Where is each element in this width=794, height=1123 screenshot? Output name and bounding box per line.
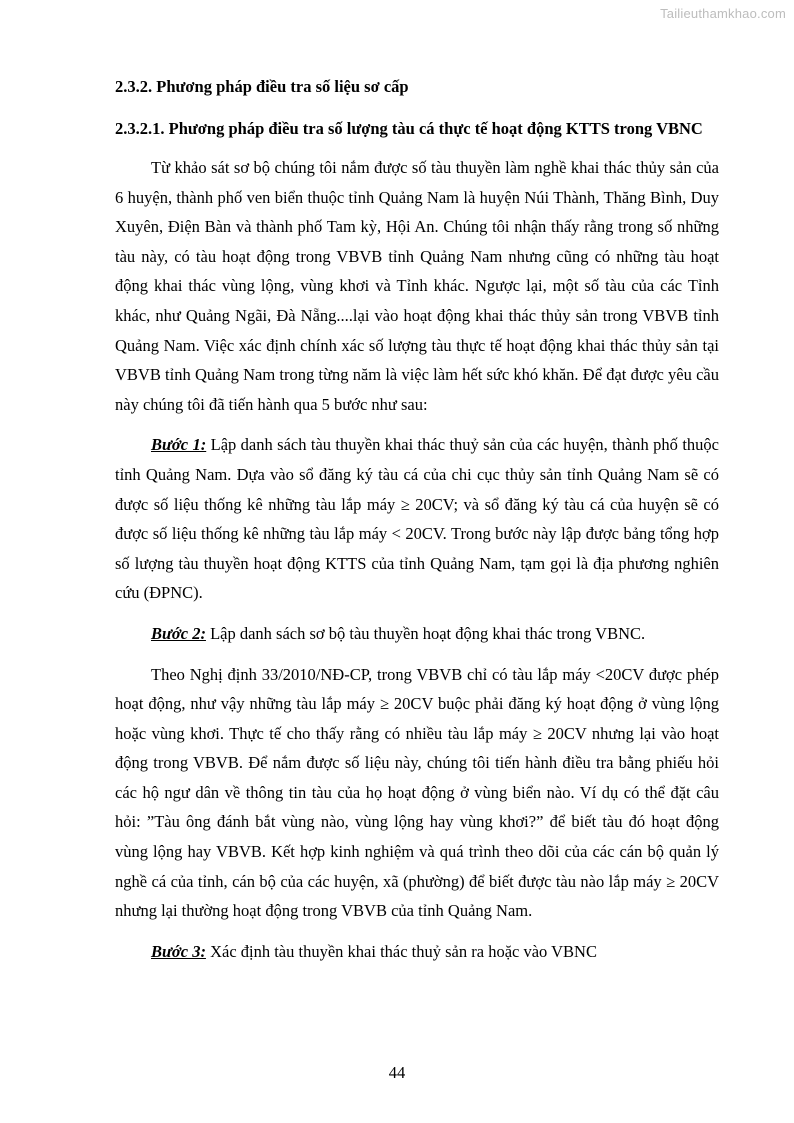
step-3-text: Xác định tàu thuyền khai thác thuỷ sản ra hoặc vào VBNC <box>205 941 597 961</box>
subsection-heading: 2.3.2.1. Phương pháp điều tra số lượng tàu cá thực tế hoạt động KTTS trong VBNC <box>115 119 703 138</box>
step-3-paragraph <box>115 937 719 967</box>
step-1-text: Lập danh sách tàu thuyền khai thác thuỷ sản của các huyện, thành phố thuộc tỉnh Quảng Nam. Dựa vào sổ đăng ký tàu cá của chi cục thủy sản tỉnh Quảng Nam sẽ có được số liệu thống kê những tàu lắp máy ≥ 20CV; và sổ đăng ký tàu cá của huyện sẽ có được số liệu thống kê những tàu lắp máy < 20CV. Trong bước này lập được bảng tổng hợp số lượng tàu thuyền hoạt động KTTS của tỉnh Quảng Nam, tạm gọi là địa phương nghiên cứu (ĐPNC). <box>115 435 719 603</box>
regulation-paragraph: Theo Nghị định 33/2010/NĐ-CP, trong VBVB chỉ có tàu lắp máy <20CV được phép hoạt động, như vậy những tàu lắp máy ≥ 20CV buộc phải đăng ký hoạt động ở vùng lộng hoặc vùng khơi. Thực tế cho thấy rằng có nhiều tàu lắp máy ≥ 20CV nhưng lại vào hoạt động trong VBVB. Để nắm được số liệu này, chúng tôi tiến hành điều tra bằng phiếu hỏi các hộ ngư dân về thông tin tàu của họ hoạt động ở vùng biển nào. Ví dụ có thể đặt câu hỏi: ”Tàu ông đánh bắt vùng nào, vùng lộng hay vùng khơi?” để biết tàu đó hoạt động vùng lộng hay VBVB. Kết hợp kinh nghiệm và quá trình theo dõi của các cán bộ quản lý nghề cá của tỉnh, cán bộ của các huyện, xã (phường) để biết được tàu nào lắp máy ≥ 20CV nhưng lại thường hoạt động trong VBVB của tỉnh Quảng Nam. <box>115 664 719 921</box>
step-1-label: Bước 1: <box>151 435 207 455</box>
step-2-text: Lập danh sách sơ bộ tàu thuyền hoạt động khai thác trong VBNC. <box>205 623 646 643</box>
step-2-paragraph <box>115 619 719 649</box>
section-heading: 2.3.2. Phương pháp điều tra số liệu sơ cấp <box>115 77 409 96</box>
document-body <box>115 72 719 966</box>
step-1-paragraph <box>115 430 719 608</box>
watermark: Tailieuthamkhao.com <box>660 6 786 21</box>
step-2-label: Bước 2: <box>151 623 206 643</box>
step-3-label: Bước 3: <box>151 941 206 961</box>
intro-paragraph: Từ khảo sát sơ bộ chúng tôi nắm được số tàu thuyền làm nghề khai thác thủy sản của 6 huyện, thành phố ven biển thuộc tỉnh Quảng Nam là huyện Núi Thành, Thăng Bình, Duy Xuyên, Điện Bàn và thành phố Tam kỳ, Hội An. Chúng tôi nhận thấy rằng trong số những tàu này, có tàu hoạt động trong VBVB tỉnh Quảng Nam nhưng cũng có những tàu hoạt động khai thác vùng lộng, vùng khơi và Tỉnh khác. Ngược lại, một số tàu của các Tỉnh khác, như Quảng Ngãi, Đà Nẵng....lại vào hoạt động khai thác thủy sản trong VBVB tỉnh Quảng Nam. Việc xác định chính xác số lượng tàu thực tế hoạt động khai thác thủy sản tại VBVB tỉnh Quảng Nam trong từng năm là việc làm hết sức khó khăn. Để đạt được yêu cầu này chúng tôi đã tiến hành qua 5 bước như sau: <box>115 158 719 414</box>
page-number: 44 <box>388 1063 406 1082</box>
